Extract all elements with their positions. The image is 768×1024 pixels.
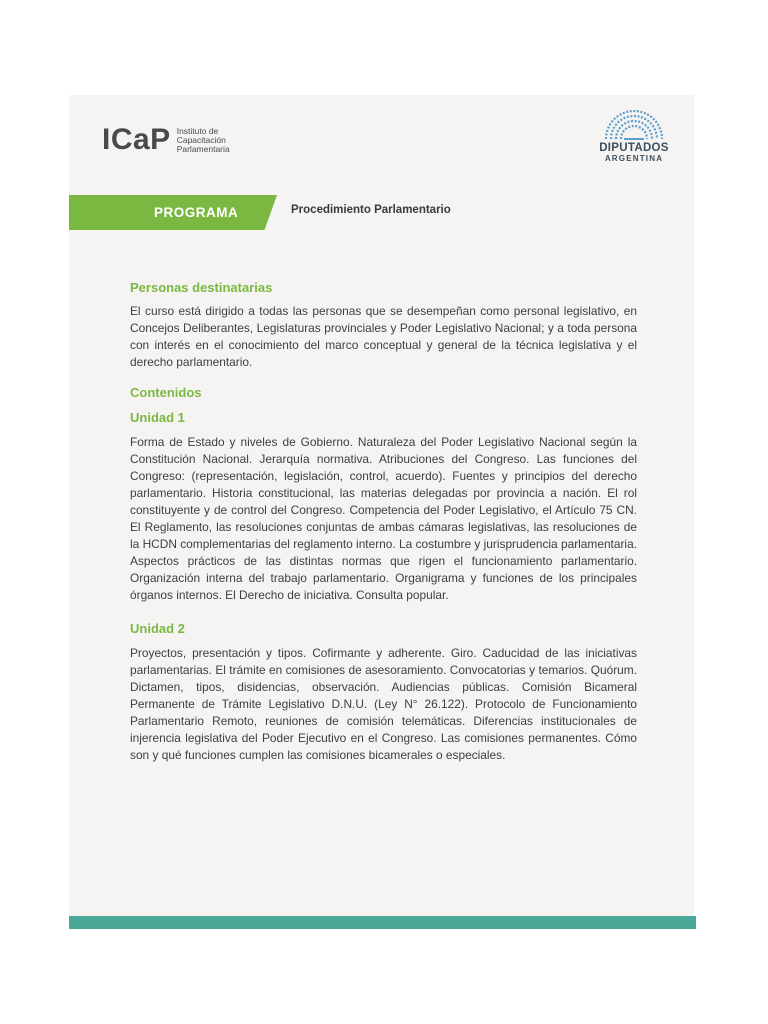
diputados-title: DIPUTADOS xyxy=(599,142,669,154)
icap-logo-subtitle xyxy=(177,127,230,154)
unit-title-2: Unidad 2 xyxy=(130,621,185,636)
paragraph-personas: El curso está dirigido a todas las personas que se desempeñan como personal legislativo, en Concejos Deliberantes, Legislaturas provinciales y Poder Legislativo Nacional; y a toda persona con interés en el conocimiento del marco conceptual y general de la técnica legislativa y el derecho parlamentario. xyxy=(130,304,637,369)
content-body xyxy=(130,280,637,764)
unit-title-1: Unidad 1 xyxy=(130,410,185,425)
icap-line-3: Parlamentaria xyxy=(176,143,230,154)
hemicycle-icon xyxy=(602,109,666,141)
course-subject: Procedimiento Parlamentario xyxy=(291,204,451,216)
icap-logo xyxy=(102,123,230,157)
section-title-contenidos: Contenidos xyxy=(130,385,202,400)
paragraph-unidad-1: Forma de Estado y niveles de Gobierno. Naturaleza del Poder Legislativo Nacional según la Constitución Nacional. Jerarquía normativa. Atribuciones del Congreso. Las funciones del Congreso: (representación, legislación, control, acuerdo). Fuentes y principios del derecho parlamentario. Historia constitucional, las materias delegadas por provincia a nación. El rol constituyente y de control del Congreso. Competencia del Poder Legislativo, el Artículo 75 CN. El Reglamento, las resoluciones conjuntas de ambas cámaras legislativas, las resoluciones de la HCDN complementarias del reglamento interno. La costumbre y jurisprudencia parlamentaria. Aspectos prácticos de las distintas normas que rigen el funcionamiento parlamentario. Organización interna del trabajo parlamentario. Organigrama y funciones de los principales órganos internos. El Derecho de iniciativa. Consulta popular. xyxy=(130,435,637,602)
paragraph-unidad-2: Proyectos, presentación y tipos. Cofirmante y adherente. Giro. Caducidad de las iniciativas parlamentarias. El trámite en comisiones de asesoramiento. Convocatorias y temarios. Quórum. Dictamen, tipos, disidencias, observación. Audiencias públicas. Comisión Bicameral Permanente de Trámite Legislativo D.N.U. (Ley N° 26.122). Protocolo de Funcionamiento Parlamentario Remoto, reuniones de comisión telemáticas. Diferencias institucionales de injerencia legislativa del Poder Ejecutivo en el Congreso. Las comisiones permanentes. Cómo son y qué funciones cumplen las comisiones bicamerales o especiales. xyxy=(130,646,637,762)
section-title-personas: Personas destinatarias xyxy=(130,280,273,295)
icap-line-2: Capacitación xyxy=(176,134,226,145)
diputados-logo xyxy=(596,109,672,163)
document-page xyxy=(69,95,694,929)
icap-line-1: Instituto de xyxy=(176,125,219,136)
footer-teal-bar xyxy=(69,916,696,929)
diputados-subtitle: ARGENTINA xyxy=(604,154,664,163)
icap-logo-mark: ICaP xyxy=(102,123,171,156)
programa-label: PROGRAMA xyxy=(154,205,239,220)
